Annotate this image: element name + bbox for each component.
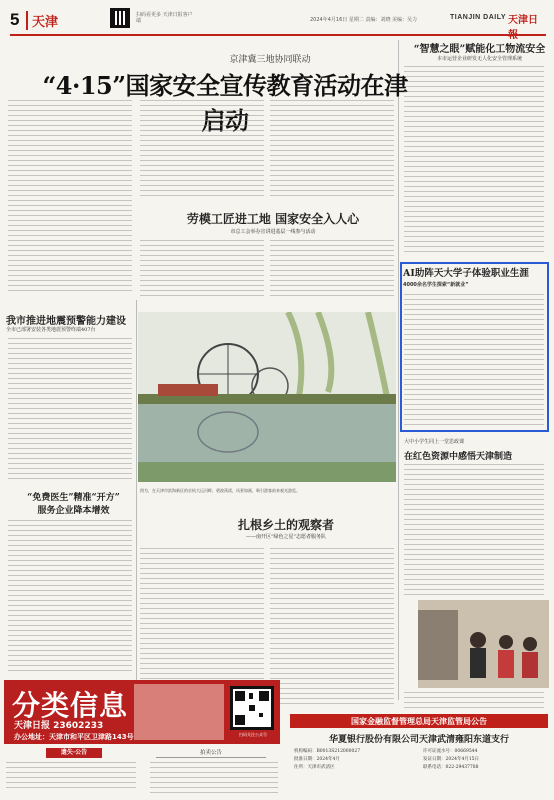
left-story-subtitle: 全市已部署安装各类地震预警终端407台	[6, 327, 96, 333]
notice-block	[6, 748, 136, 794]
photo-caption: 图为，在天津市滨海新区的京杭大运河畔，碧波荡漾，风景如画，吸引游客前来观光游览。	[140, 488, 300, 493]
article-body	[404, 692, 544, 710]
article-body	[8, 520, 132, 675]
ad-title: 分类信息	[12, 689, 129, 722]
article-body	[404, 464, 544, 596]
lead-kicker: 京津冀三地协同联动	[229, 55, 311, 65]
paper-name-en: TIANJIN DAILY	[450, 14, 507, 21]
column-divider	[398, 40, 399, 700]
qr-code-icon	[230, 686, 274, 730]
ad-address: 办公地址：天津市和平区卫津路143号	[14, 733, 134, 741]
middle-story-subtitle: 市总工会举办宣讲进基层一线参与活动	[230, 229, 316, 235]
ai-story-title: AI助阵天大学子体验职业生涯	[403, 268, 529, 279]
left-story-title: 我市推进地震预警能力建设	[6, 316, 126, 327]
right-story-title: “智慧之眼”赋能化工物流安全	[413, 44, 546, 55]
page-number: 5	[10, 10, 20, 29]
qr-caption: 扫码看更多 天津日报客户端	[136, 12, 193, 24]
bank-info-item: 住所：天津市武清区	[294, 765, 335, 770]
red-story-label: 大中小学生同上一堂思政课	[404, 439, 465, 445]
lead-headline: “4·15”国家安全宣传教育活动在津启动	[42, 71, 408, 135]
bank-name: 华夏银行股份有限公司天津武清雍阳东道支行	[328, 735, 509, 745]
article-body	[270, 240, 394, 300]
article-body	[404, 66, 544, 256]
feature-subtitle: ——南开区“绿色之星”志愿者服务队	[245, 534, 327, 540]
notice-body	[6, 762, 136, 792]
bank-info-item: 许可证流水号：00669544	[423, 749, 478, 754]
article-body	[270, 548, 394, 708]
page-header	[10, 6, 546, 41]
date-line: 2024年4月16日 星期二 责编：刘晓 美编：吴力	[310, 17, 418, 23]
feature-title: 扎根乡土的观察者	[237, 518, 334, 532]
ad-qr-caption: 扫码关注公众号	[239, 732, 267, 737]
qr-code-icon	[110, 8, 130, 28]
article-body	[270, 100, 394, 200]
article-body	[140, 240, 264, 300]
bank-info-item: 发证日期：2024年4月15日	[423, 757, 480, 762]
right-story-subtitle: 本市运营企业研发无人化安全管理系统	[436, 56, 522, 62]
landscape-photo	[138, 312, 396, 482]
bank-info-item: 联系电话：022-29437788	[423, 765, 479, 770]
ai-story-subtitle: 4000余名学生探索“新就业”	[403, 282, 469, 288]
article-body	[8, 100, 132, 295]
bank-info-item: 批准日期：2024年4月	[294, 757, 340, 762]
notice-label: 遗失·公告	[46, 748, 102, 758]
article-body	[8, 338, 132, 483]
ad-phone: 天津日报 23602233	[14, 721, 104, 731]
bank-notice-banner: 国家金融监督管理总局天津监管局公告	[290, 714, 548, 728]
red-story-title: 在红色资源中感悟天津制造	[404, 452, 513, 462]
section-label: 天津	[26, 11, 58, 30]
paper-name-cn: 天津日報	[508, 15, 538, 41]
article-body	[404, 294, 544, 428]
photo-illustration	[138, 312, 396, 482]
photo-illustration	[418, 600, 549, 688]
notice-body	[150, 762, 278, 794]
qr-pattern	[233, 689, 271, 727]
classifieds-ad	[4, 680, 280, 744]
bank-info-item: 机构编码：B0013S212000027	[294, 749, 361, 754]
left-story2-title: “免费医生”精准“开方” 服务企业降本增效	[27, 493, 120, 516]
students-photo	[418, 600, 549, 688]
middle-story-title: 劳模工匠进工地 国家安全入人心	[186, 212, 360, 226]
bank-info	[290, 748, 548, 796]
ad-text-block	[134, 684, 224, 740]
auction-label: 拍卖公告	[156, 748, 266, 758]
article-body	[140, 100, 264, 200]
